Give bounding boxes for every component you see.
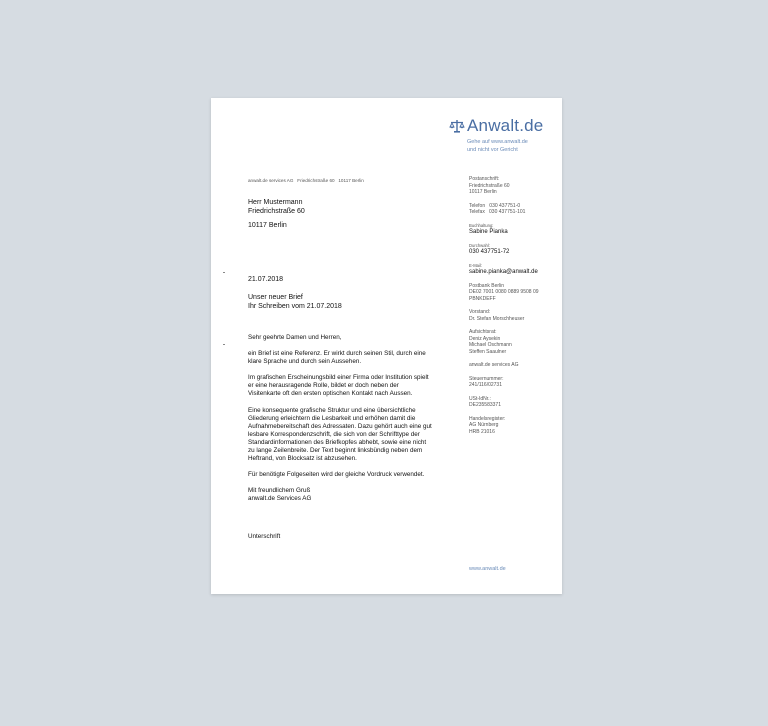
fax-number: Telefax 030 437751-101 xyxy=(469,209,526,215)
slogan-line: und nicht vor Gericht xyxy=(467,147,518,153)
subject xyxy=(248,293,342,311)
commercial-register-block xyxy=(469,416,559,436)
board-block xyxy=(469,309,559,322)
postal-address-street: Friedrichstraße 60 xyxy=(469,182,510,189)
logo xyxy=(449,116,543,136)
supervisory-board-label: Aufsichtsrat: xyxy=(469,329,497,335)
company-name: anwalt.de services AG xyxy=(469,362,519,368)
board-label: Vorstand: xyxy=(469,309,491,315)
tax-number-label: Steuernummer: xyxy=(469,375,504,382)
letterhead-sidebar xyxy=(469,176,559,442)
tax-number-value: 241/116/02731 xyxy=(469,382,502,388)
sender-return-address: anwalt.de services AG Friedrichstraße 60 10117 Berlin xyxy=(248,178,364,183)
salutation: Sehr geehrte Damen und Herren, xyxy=(248,334,342,341)
website-link[interactable]: www.anwalt.de xyxy=(469,566,506,572)
accounting-block xyxy=(469,223,559,236)
subject-reference: Ihr Schreiben vom 21.07.2018 xyxy=(248,303,342,310)
commercial-register-court: AG Nürnberg xyxy=(469,422,499,428)
fold-mark xyxy=(223,272,225,273)
accounting-name: Sabine Pianka xyxy=(469,228,508,235)
bank-block xyxy=(469,283,559,303)
direct-dial-number: 030 437751-72 xyxy=(469,248,510,255)
phone-block xyxy=(469,203,559,216)
recipient-city: 10117 Berlin xyxy=(248,222,287,229)
email-block xyxy=(469,263,559,276)
supervisory-board-member: Michael Oschmann xyxy=(469,342,512,348)
paragraph: Im grafischen Erscheinungsbild einer Firma oder Institution spielt er eine herausragende Rolle, bildet er doch neben der Visitenkarte oft den ersten optischen Kontakt nach Aussen. xyxy=(248,374,429,398)
postal-address-city: 10117 Berlin xyxy=(469,189,497,195)
recipient-address xyxy=(248,198,305,216)
postal-address-label: Postanschrift: xyxy=(469,176,500,182)
direct-dial-label: Durchwahl: xyxy=(469,242,490,248)
slogan xyxy=(467,138,528,154)
fold-mark xyxy=(223,344,225,345)
closing-company: anwalt.de Services AG xyxy=(248,495,312,503)
vat-id-block xyxy=(469,396,559,409)
paragraph: ein Brief ist eine Referenz. Er wirkt durch seinen Stil, durch eine klare Sprache und durch sein Aussehen. xyxy=(248,350,426,366)
email-label: E-Mail: xyxy=(469,262,483,268)
board-member: Dr. Stefan Morschheuser xyxy=(469,315,525,322)
slogan-line: Gehe auf www.anwalt.de xyxy=(467,139,528,145)
bank-iban: DE02 7001 0080 0889 9508 09 xyxy=(469,289,539,295)
postal-address-block xyxy=(469,176,559,196)
commercial-register-label: Handelsregister: xyxy=(469,415,506,422)
supervisory-board-block xyxy=(469,329,559,355)
accounting-label: Buchhaltung: xyxy=(469,222,494,228)
direct-dial-block xyxy=(469,243,559,256)
scales-of-justice-icon xyxy=(449,118,465,134)
vat-id-label: USt-IdNr.: xyxy=(469,395,491,402)
bank-name: Postbank Berlin xyxy=(469,282,505,289)
paragraph: Für benötigte Folgeseiten wird der gleiche Vordruck verwendet. xyxy=(248,471,425,479)
email-address[interactable]: sabine.pianka@anwalt.de xyxy=(469,268,538,275)
letter-page xyxy=(211,98,562,594)
recipient-name: Herr Mustermann xyxy=(248,199,303,206)
subject-line: Unser neuer Brief xyxy=(248,294,303,301)
closing xyxy=(248,487,433,503)
commercial-register-number: HRB 21016 xyxy=(469,428,495,435)
tax-number-block xyxy=(469,376,559,389)
logo-text: Anwalt.de xyxy=(467,116,544,135)
vat-id-value: DE235583371 xyxy=(469,402,501,408)
phone-number: Telefon 030 437751-0 xyxy=(469,202,521,209)
supervisory-board-member: Deniz Aysekin xyxy=(469,335,501,342)
letter-body xyxy=(248,334,433,512)
closing-line: Mit freundlichem Gruß xyxy=(248,487,311,495)
supervisory-board-member: Steffen Saaulner xyxy=(469,348,507,355)
signature: Unterschrift xyxy=(248,533,281,540)
bank-bic: PBNKDEFF xyxy=(469,295,496,302)
letter-date: 21.07.2018 xyxy=(248,276,284,283)
recipient-street: Friedrichstraße 60 xyxy=(248,208,305,215)
paragraph: Eine konsequente grafische Struktur und eine übersichtliche Gliederung erleichtern die Lesbarkeit und erhöhen damit die Aufnahmebereitschaft des Adressaten. Dazu gehört auch eine gut lesbare Korrespondenzschrift, die sich von der Schrifttype der Standardinformationen des Briefkopfes abhebt, sowie eine nicht zu lange Zeilenbreite. Der Text beginnt linksbündig neben dem Heftrand, von Blocksatz ist abzusehen. xyxy=(248,406,432,463)
